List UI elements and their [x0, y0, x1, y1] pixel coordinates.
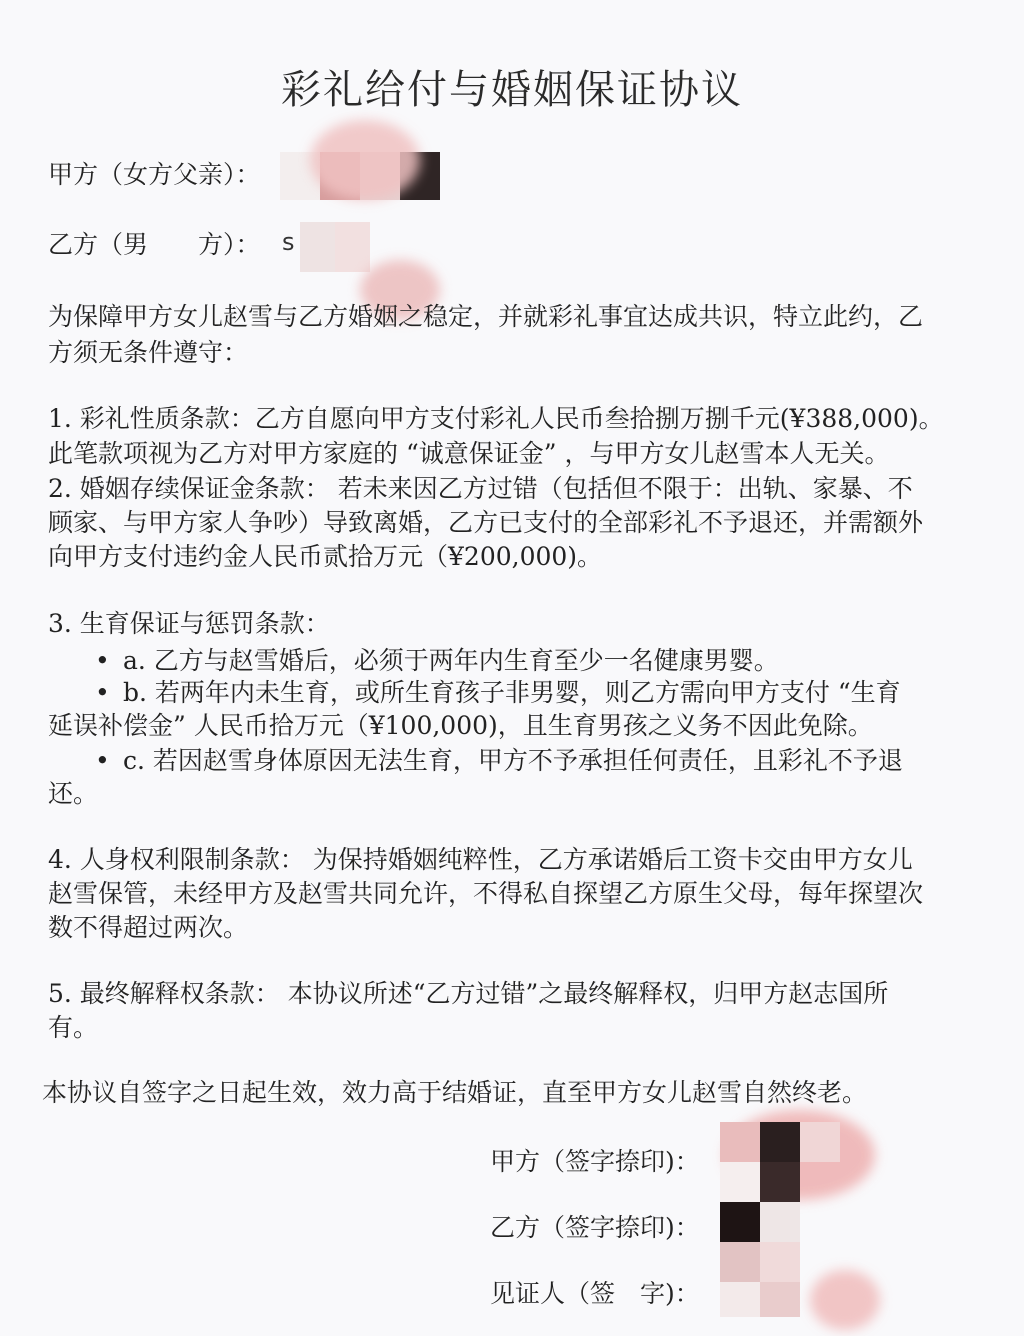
clause-1-line: 1. 彩礼性质条款：乙方自愿向甲方支付彩礼人民币叁拾捌万捌千元(¥388,000)。 [48, 404, 944, 433]
clause-3-item-b: • b. 若两年内未生育，或所生育孩子非男婴，则乙方需向甲方支付 “生育 [95, 676, 901, 710]
clause-2-line: 顾家、与甲方家人争吵）导致离婚，乙方已支付的全部彩礼不予退还，并需额外 [48, 508, 924, 537]
party-b-signature-label: 乙方（签字捺印)： [490, 1213, 700, 1242]
clause-4-line: 赵雪保管，未经甲方及赵雪共同允许，不得私自探望乙方原生父母，每年探望次 [48, 879, 924, 908]
bullet-icon: • [95, 746, 110, 775]
clause-4-line: 4. 人身权利限制条款： 为保持婚姻纯粹性，乙方承诺婚后工资卡交由甲方女儿 [48, 845, 913, 874]
document-title: 彩礼给付与婚姻保证协议 [281, 67, 743, 113]
clause-3-item-b-cont: 延误补偿金” 人民币拾万元（¥100,000)，且生育男孩之义务不因此免除。 [48, 711, 873, 740]
clause-5-line: 5. 最终解释权条款： 本协议所述“乙方过错”之最终解释权，归甲方赵志国所 [48, 979, 889, 1008]
clause-5-line: 有。 [48, 1013, 99, 1042]
clause-3-item-c: • c. 若因赵雪身体原因无法生育，甲方不予承担任何责任，且彩礼不予退 [95, 744, 903, 778]
party-b-label: 乙方（男 方）： [48, 230, 261, 259]
party-a-label: 甲方（女方父亲）： [48, 160, 261, 189]
party-b-signature-mark: s [282, 228, 295, 256]
intro-line: 为保障甲方女儿赵雪与乙方婚姻之稳定，并就彩礼事宜达成共识，特立此约，乙 [48, 302, 924, 331]
clause-3-item-c-cont: 还。 [48, 779, 99, 808]
clause-2-line: 2. 婚姻存续保证金条款： 若未来因乙方过错（包括但不限于：出轨、家暴、不 [48, 474, 913, 503]
fingerprint-mark [310, 120, 420, 200]
party-a-signature-label: 甲方（签字捺印)： [490, 1147, 700, 1176]
clause-4-line: 数不得超过两次。 [48, 913, 249, 942]
bullet-icon: • [95, 646, 110, 675]
witness-signature-label: 见证人（签 字)： [490, 1279, 700, 1308]
intro-line: 方须无条件遵守： [48, 338, 249, 367]
effective-clause: 本协议自签字之日起生效，效力高于结婚证，直至甲方女儿赵雪自然终老。 [42, 1078, 868, 1107]
party-b-redaction [300, 222, 370, 272]
bullet-icon: • [95, 678, 110, 707]
clause-3-item-a: • a. 乙方与赵雪婚后，必须于两年内生育至少一名健康男婴。 [95, 644, 779, 678]
clause-1-line: 此笔款项视为乙方对甲方家庭的 “诚意保证金” ，与甲方女儿赵雪本人无关。 [48, 439, 890, 468]
clause-3-heading: 3. 生育保证与惩罚条款： [48, 609, 330, 638]
clause-2-line: 向甲方支付违约金人民币贰拾万元（¥200,000)。 [48, 542, 603, 571]
fingerprint-mark [810, 1270, 880, 1330]
